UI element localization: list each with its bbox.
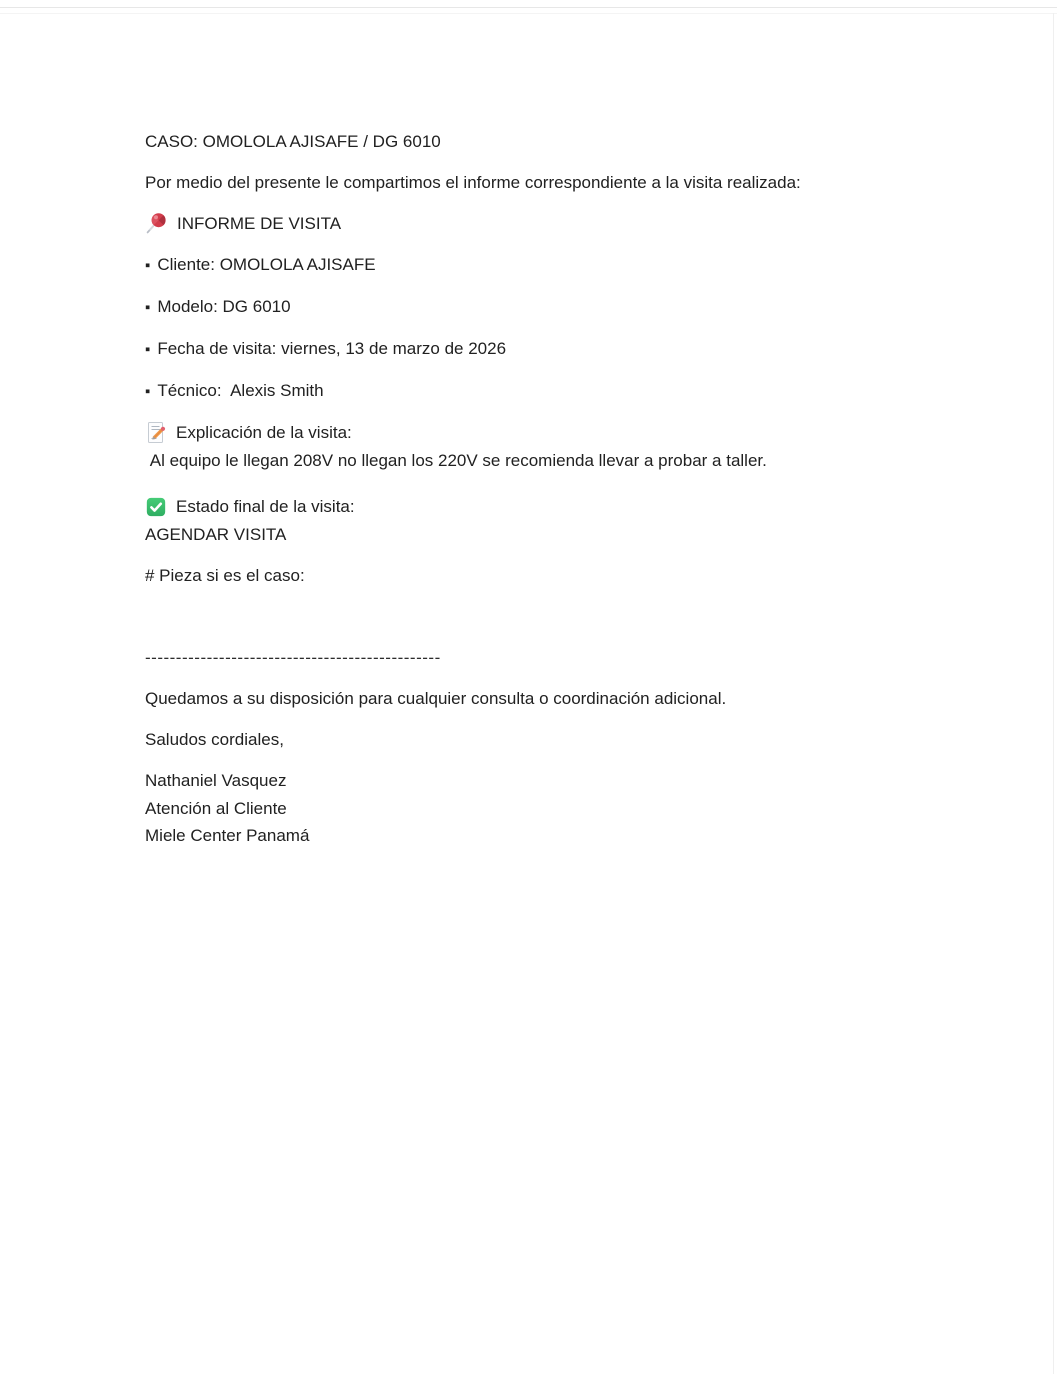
final-status-heading-line xyxy=(145,493,942,521)
report-title-line xyxy=(145,210,942,238)
detail-row-tecnico xyxy=(145,377,942,406)
detail-text: Modelo: DG 6010 xyxy=(157,297,291,316)
closing-line: Quedamos a su disposición para cualquier consulta o coordinación adicional. xyxy=(145,689,727,708)
explanation-body: Al equipo le llegan 208V no llegan los 220V se recomienda llevar a probar a taller. xyxy=(145,450,767,470)
dashed-separator: ------------------------------------------------ xyxy=(145,648,441,667)
final-status-value: AGENDAR VISITA xyxy=(145,524,287,544)
check-mark-icon xyxy=(145,496,167,518)
final-status-heading: Estado final de la visita: xyxy=(176,497,355,516)
detail-row-fecha xyxy=(145,335,942,364)
detail-text: Fecha de visita: viernes, 13 de marzo de 2026 xyxy=(157,339,507,358)
explanation-heading-line xyxy=(145,419,942,447)
report-title: INFORME DE VISITA xyxy=(177,214,342,233)
bullet-icon: ▪ xyxy=(145,383,151,400)
signature-role: Atención al Cliente xyxy=(145,798,287,818)
signature-name: Nathaniel Vasquez xyxy=(145,771,287,790)
explanation-heading: Explicación de la visita: xyxy=(176,423,352,442)
signature-block xyxy=(145,767,942,850)
detail-row-modelo xyxy=(145,293,942,322)
detail-text: Cliente: OMOLOLA AJISAFE xyxy=(157,255,376,274)
page-right-edge xyxy=(1053,13,1054,1374)
piece-line: # Pieza si es el caso: xyxy=(145,565,305,585)
detail-text: Técnico: Alexis Smith xyxy=(157,381,324,400)
bullet-icon: ▪ xyxy=(145,299,151,316)
page-top-edge xyxy=(0,7,1057,8)
bullet-icon: ▪ xyxy=(145,257,151,274)
document-page xyxy=(145,128,942,850)
final-status-block xyxy=(145,493,942,548)
intro-line: Por medio del presente le compartimos el informe correspondiente a la visita realizada: xyxy=(145,173,801,192)
pushpin-icon xyxy=(145,211,168,236)
signature-company: Miele Center Panamá xyxy=(145,826,310,845)
page-top-edge-shadow xyxy=(0,13,1057,14)
memo-pencil-icon xyxy=(145,421,167,445)
bullet-icon: ▪ xyxy=(145,341,151,358)
explanation-block xyxy=(145,419,942,474)
case-line: CASO: OMOLOLA AJISAFE / DG 6010 xyxy=(145,132,441,151)
detail-row-cliente xyxy=(145,251,942,280)
farewell-line: Saludos cordiales, xyxy=(145,730,284,749)
